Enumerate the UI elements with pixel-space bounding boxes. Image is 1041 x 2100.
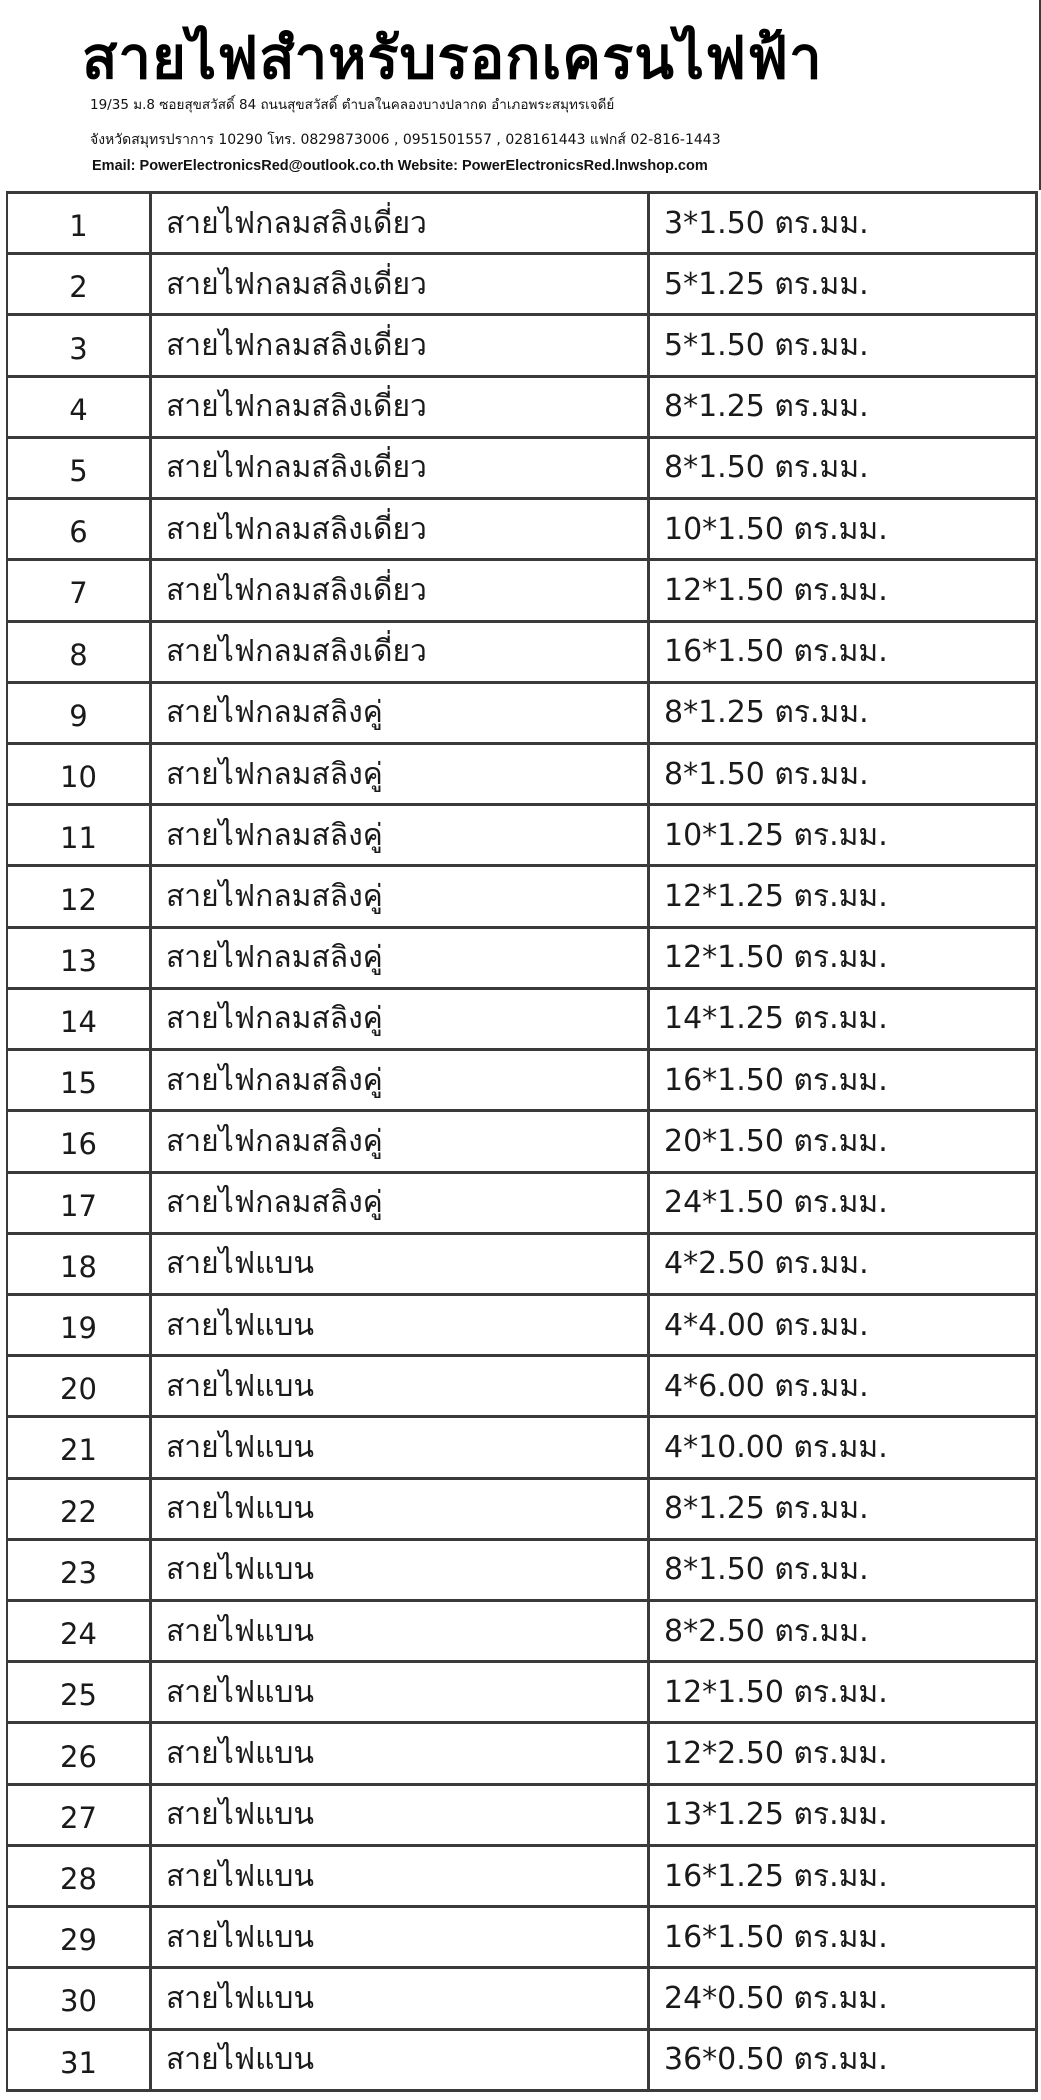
cable-size: 16*1.50 ตร.มม. (650, 1051, 1038, 1109)
cable-size: 4*2.50 ตร.มม. (650, 1235, 1038, 1293)
cable-type: สายไฟกลมสลิงเดี่ยว (152, 561, 650, 619)
cable-size: 16*1.50 ตร.มม. (650, 1908, 1038, 1966)
table-row (8, 439, 1038, 500)
cable-type: สายไฟกลมสลิงเดี่ยว (152, 255, 650, 313)
row-number: 24 (8, 1602, 152, 1660)
table-row (8, 1357, 1038, 1418)
table-row (8, 1112, 1038, 1173)
cable-type: สายไฟกลมสลิงเดี่ยว (152, 316, 650, 374)
row-number: 27 (8, 1786, 152, 1844)
cable-type: สายไฟกลมสลิงคู่ (152, 929, 650, 987)
table-row (8, 929, 1038, 990)
table-row (8, 378, 1038, 439)
cable-size: 5*1.50 ตร.มม. (650, 316, 1038, 374)
address-line-2: จังหวัดสมุทรปราการ 10290 โทร. 0829873006 , 0951501557 , 028161443 แฟกส์ 02-816-1443 (90, 132, 721, 148)
cable-size: 8*1.25 ตร.มม. (650, 378, 1038, 436)
row-number: 14 (8, 990, 152, 1048)
row-number: 15 (8, 1051, 152, 1109)
table-row (8, 1051, 1038, 1112)
row-number: 10 (8, 745, 152, 803)
cable-type: สายไฟกลมสลิงเดี่ยว (152, 378, 650, 436)
table-row (8, 623, 1038, 684)
cable-size: 8*1.25 ตร.มม. (650, 1480, 1038, 1538)
table-row (8, 1847, 1038, 1908)
table-row (8, 1969, 1038, 2030)
document-header (0, 0, 1041, 190)
table-row (8, 745, 1038, 806)
cable-size: 8*2.50 ตร.มม. (650, 1602, 1038, 1660)
cable-size: 12*1.50 ตร.มม. (650, 1663, 1038, 1721)
row-number: 8 (8, 623, 152, 681)
cable-size: 8*1.50 ตร.มม. (650, 1541, 1038, 1599)
cable-type: สายไฟแบน (152, 1724, 650, 1782)
row-number: 17 (8, 1174, 152, 1232)
table-row (8, 500, 1038, 561)
cable-size: 10*1.50 ตร.มม. (650, 500, 1038, 558)
row-number: 5 (8, 439, 152, 497)
row-number: 2 (8, 255, 152, 313)
row-number: 11 (8, 806, 152, 864)
cable-type: สายไฟกลมสลิงเดี่ยว (152, 500, 650, 558)
cable-size: 16*1.25 ตร.มม. (650, 1847, 1038, 1905)
row-number: 31 (8, 2031, 152, 2089)
table-row (8, 1908, 1038, 1969)
row-number: 9 (8, 684, 152, 742)
row-number: 21 (8, 1418, 152, 1476)
table-row (8, 194, 1038, 255)
table-row (8, 684, 1038, 745)
table-row (8, 255, 1038, 316)
cable-size: 36*0.50 ตร.มม. (650, 2031, 1038, 2089)
cable-type: สายไฟแบน (152, 1908, 650, 1966)
cable-size: 8*1.50 ตร.มม. (650, 745, 1038, 803)
table-row (8, 1480, 1038, 1541)
cable-size: 4*6.00 ตร.มม. (650, 1357, 1038, 1415)
cable-type: สายไฟกลมสลิงคู่ (152, 806, 650, 864)
cable-size: 12*1.25 ตร.มม. (650, 867, 1038, 925)
cable-type: สายไฟแบน (152, 1847, 650, 1905)
table-row (8, 1296, 1038, 1357)
cable-size: 10*1.25 ตร.มม. (650, 806, 1038, 864)
cable-size: 5*1.25 ตร.มม. (650, 255, 1038, 313)
cable-type: สายไฟกลมสลิงคู่ (152, 1051, 650, 1109)
row-number: 20 (8, 1357, 152, 1415)
cable-type: สายไฟแบน (152, 1418, 650, 1476)
table-row (8, 1174, 1038, 1235)
row-number: 7 (8, 561, 152, 619)
table-row (8, 867, 1038, 928)
cable-type: สายไฟกลมสลิงคู่ (152, 867, 650, 925)
cable-size: 12*2.50 ตร.มม. (650, 1724, 1038, 1782)
table-row (8, 1418, 1038, 1479)
cable-type: สายไฟแบน (152, 1541, 650, 1599)
cable-type: สายไฟกลมสลิงคู่ (152, 1174, 650, 1232)
table-row (8, 2031, 1038, 2092)
cable-size: 4*10.00 ตร.มม. (650, 1418, 1038, 1476)
page-title: สายไฟสำหรับรอกเครนไฟฟ้า (82, 24, 823, 92)
cable-type: สายไฟแบน (152, 1296, 650, 1354)
contact-line: Email: PowerElectronicsRed@outlook.co.th Website: PowerElectronicsRed.lnwshop.com (92, 158, 708, 174)
table-row (8, 561, 1038, 622)
row-number: 16 (8, 1112, 152, 1170)
cable-size: 24*0.50 ตร.มม. (650, 1969, 1038, 2027)
table-row (8, 1602, 1038, 1663)
cable-size: 13*1.25 ตร.มม. (650, 1786, 1038, 1844)
table-row (8, 1541, 1038, 1602)
cable-table (6, 191, 1038, 2092)
row-number: 26 (8, 1724, 152, 1782)
row-number: 1 (8, 194, 152, 252)
cable-type: สายไฟแบน (152, 1786, 650, 1844)
cable-type: สายไฟกลมสลิงเดี่ยว (152, 623, 650, 681)
cable-size: 3*1.50 ตร.มม. (650, 194, 1038, 252)
row-number: 18 (8, 1235, 152, 1293)
cable-size: 12*1.50 ตร.มม. (650, 929, 1038, 987)
table-row (8, 806, 1038, 867)
cable-size: 12*1.50 ตร.มม. (650, 561, 1038, 619)
row-number: 29 (8, 1908, 152, 1966)
row-number: 25 (8, 1663, 152, 1721)
row-number: 22 (8, 1480, 152, 1538)
cable-type: สายไฟกลมสลิงเดี่ยว (152, 439, 650, 497)
cable-size: 24*1.50 ตร.มม. (650, 1174, 1038, 1232)
cable-type: สายไฟกลมสลิงคู่ (152, 1112, 650, 1170)
cable-size: 20*1.50 ตร.มม. (650, 1112, 1038, 1170)
cable-type: สายไฟแบน (152, 1602, 650, 1660)
cable-size: 4*4.00 ตร.มม. (650, 1296, 1038, 1354)
cable-type: สายไฟแบน (152, 1969, 650, 2027)
cable-type: สายไฟแบน (152, 1480, 650, 1538)
cable-size: 8*1.50 ตร.มม. (650, 439, 1038, 497)
row-number: 19 (8, 1296, 152, 1354)
row-number: 23 (8, 1541, 152, 1599)
cable-size: 14*1.25 ตร.มม. (650, 990, 1038, 1048)
row-number: 6 (8, 500, 152, 558)
cable-type: สายไฟกลมสลิงคู่ (152, 745, 650, 803)
row-number: 30 (8, 1969, 152, 2027)
table-row (8, 1786, 1038, 1847)
row-number: 4 (8, 378, 152, 436)
row-number: 13 (8, 929, 152, 987)
row-number: 28 (8, 1847, 152, 1905)
cable-size: 16*1.50 ตร.มม. (650, 623, 1038, 681)
table-row (8, 990, 1038, 1051)
table-row (8, 316, 1038, 377)
cable-type: สายไฟแบน (152, 2031, 650, 2089)
cable-type: สายไฟแบน (152, 1235, 650, 1293)
cable-type: สายไฟกลมสลิงเดี่ยว (152, 194, 650, 252)
table-row (8, 1663, 1038, 1724)
address-line-1: 19/35 ม.8 ซอยสุขสวัสดิ์ 84 ถนนสุขสวัสดิ์ ตำบลในคลองบางปลากด อำเภอพระสมุทรเจดีย์ (90, 97, 615, 113)
row-number: 3 (8, 316, 152, 374)
cable-type: สายไฟแบน (152, 1663, 650, 1721)
cable-size: 8*1.25 ตร.มม. (650, 684, 1038, 742)
cable-type: สายไฟแบน (152, 1357, 650, 1415)
cable-type: สายไฟกลมสลิงคู่ (152, 990, 650, 1048)
cable-type: สายไฟกลมสลิงคู่ (152, 684, 650, 742)
table-row (8, 1724, 1038, 1785)
row-number: 12 (8, 867, 152, 925)
table-row (8, 1235, 1038, 1296)
